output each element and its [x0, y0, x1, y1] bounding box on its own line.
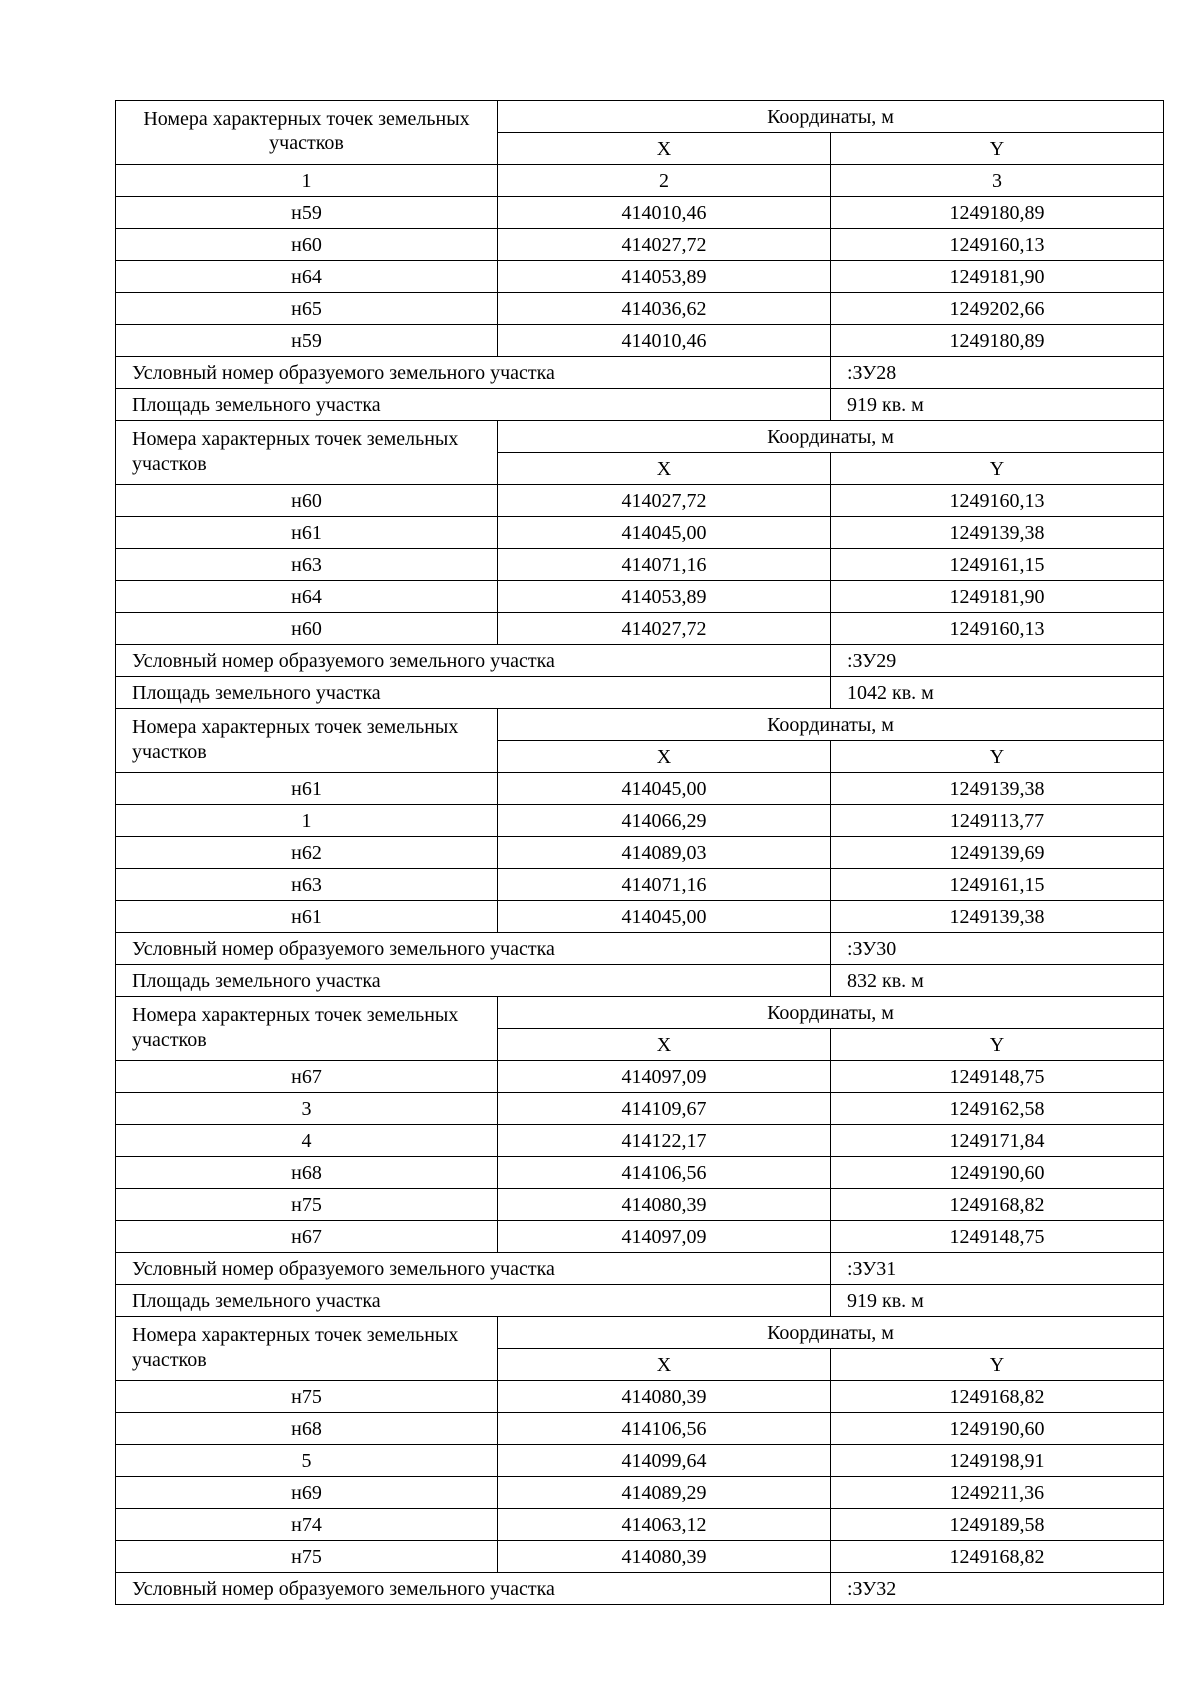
y-coordinate-cell: 1249148,75: [831, 1221, 1164, 1253]
x-coordinate-cell: 414097,09: [498, 1061, 831, 1093]
table-row: [116, 901, 1164, 933]
parcel-number-row: [116, 933, 1164, 965]
parcel-area-label: Площадь земельного участка: [116, 965, 831, 997]
x-coordinate-cell: 414097,09: [498, 1221, 831, 1253]
parcel-number-value: :ЗУ28: [831, 357, 1164, 389]
x-coordinate-cell: 414027,72: [498, 229, 831, 261]
x-coordinate-cell: 414071,16: [498, 549, 831, 581]
table-row: [116, 1509, 1164, 1541]
table-row: [116, 549, 1164, 581]
points-column-header: Номера характерных точек земельных участков: [116, 101, 498, 165]
y-coordinate-cell: 1249160,13: [831, 613, 1164, 645]
coordinates-header: Координаты, м: [498, 709, 1164, 741]
y-column-header: Y: [831, 133, 1164, 165]
point-number-cell: н74: [116, 1509, 498, 1541]
y-coordinate-cell: 1249113,77: [831, 805, 1164, 837]
point-number-cell: н64: [116, 261, 498, 293]
parcel-area-row: [116, 1285, 1164, 1317]
y-coordinate-cell: 1249189,58: [831, 1509, 1164, 1541]
x-coordinate-cell: 414109,67: [498, 1093, 831, 1125]
y-coordinate-cell: 1249160,13: [831, 485, 1164, 517]
table-row: [116, 1221, 1164, 1253]
parcel-area-row: [116, 965, 1164, 997]
coordinates-header: Координаты, м: [498, 101, 1164, 133]
coordinates-header: Координаты, м: [498, 421, 1164, 453]
y-coordinate-cell: 1249161,15: [831, 869, 1164, 901]
table-row: [116, 805, 1164, 837]
y-coordinate-cell: 1249139,38: [831, 773, 1164, 805]
table-row: [116, 1413, 1164, 1445]
x-coordinate-cell: 414045,00: [498, 517, 831, 549]
parcel-area-value: 1042 кв. м: [831, 677, 1164, 709]
x-coordinate-cell: 414106,56: [498, 1157, 831, 1189]
y-coordinate-cell: 1249139,38: [831, 517, 1164, 549]
table-row: [116, 1541, 1164, 1573]
y-coordinate-cell: 1249190,60: [831, 1413, 1164, 1445]
point-number-cell: н61: [116, 773, 498, 805]
table-row: [116, 261, 1164, 293]
table-row: [116, 485, 1164, 517]
point-number-cell: н65: [116, 293, 498, 325]
point-number-cell: н67: [116, 1221, 498, 1253]
table-row: [116, 1477, 1164, 1509]
coordinates-table: [115, 100, 1164, 1605]
y-coordinate-cell: 1249211,36: [831, 1477, 1164, 1509]
table-row: [116, 1157, 1164, 1189]
point-number-cell: н75: [116, 1381, 498, 1413]
point-number-cell: н75: [116, 1541, 498, 1573]
point-number-cell: н62: [116, 837, 498, 869]
parcel-area-value: 919 кв. м: [831, 1285, 1164, 1317]
table-row: [116, 229, 1164, 261]
parcel-number-label: Условный номер образуемого земельного участка: [116, 357, 831, 389]
points-column-header: Номера характерных точек земельных участков: [116, 1317, 498, 1381]
table-row: [116, 869, 1164, 901]
y-coordinate-cell: 1249180,89: [831, 325, 1164, 357]
y-coordinate-cell: 1249190,60: [831, 1157, 1164, 1189]
x-column-header: X: [498, 453, 831, 485]
point-number-cell: н59: [116, 325, 498, 357]
y-coordinate-cell: 1249168,82: [831, 1541, 1164, 1573]
table-header-row: [116, 709, 1164, 741]
y-coordinate-cell: 1249181,90: [831, 261, 1164, 293]
table-row: [116, 197, 1164, 229]
x-coordinate-cell: 414010,46: [498, 325, 831, 357]
column-number-cell: 3: [831, 165, 1164, 197]
x-coordinate-cell: 414099,64: [498, 1445, 831, 1477]
coordinates-header: Координаты, м: [498, 1317, 1164, 1349]
table-row: [116, 1445, 1164, 1477]
y-coordinate-cell: 1249139,69: [831, 837, 1164, 869]
table-row: [116, 293, 1164, 325]
point-number-cell: н67: [116, 1061, 498, 1093]
y-coordinate-cell: 1249202,66: [831, 293, 1164, 325]
parcel-number-row: [116, 357, 1164, 389]
parcel-area-row: [116, 677, 1164, 709]
point-number-cell: н64: [116, 581, 498, 613]
table-row: [116, 613, 1164, 645]
parcel-area-label: Площадь земельного участка: [116, 677, 831, 709]
parcel-area-row: [116, 389, 1164, 421]
y-column-header: Y: [831, 741, 1164, 773]
point-number-cell: н69: [116, 1477, 498, 1509]
point-number-cell: 4: [116, 1125, 498, 1157]
x-coordinate-cell: 414036,62: [498, 293, 831, 325]
parcel-number-label: Условный номер образуемого земельного участка: [116, 933, 831, 965]
x-coordinate-cell: 414066,29: [498, 805, 831, 837]
y-coordinate-cell: 1249162,58: [831, 1093, 1164, 1125]
point-number-cell: н59: [116, 197, 498, 229]
table-row: [116, 837, 1164, 869]
x-coordinate-cell: 414089,03: [498, 837, 831, 869]
x-coordinate-cell: 414122,17: [498, 1125, 831, 1157]
parcel-area-value: 832 кв. м: [831, 965, 1164, 997]
y-coordinate-cell: 1249160,13: [831, 229, 1164, 261]
point-number-cell: н60: [116, 613, 498, 645]
y-coordinate-cell: 1249168,82: [831, 1189, 1164, 1221]
table-row: [116, 773, 1164, 805]
column-number-cell: 1: [116, 165, 498, 197]
x-coordinate-cell: 414027,72: [498, 613, 831, 645]
point-number-cell: н60: [116, 229, 498, 261]
x-coordinate-cell: 414027,72: [498, 485, 831, 517]
points-column-header: Номера характерных точек земельных участков: [116, 709, 498, 773]
parcel-number-value: :ЗУ31: [831, 1253, 1164, 1285]
x-coordinate-cell: 414053,89: [498, 581, 831, 613]
table-row: [116, 581, 1164, 613]
x-coordinate-cell: 414010,46: [498, 197, 831, 229]
parcel-area-label: Площадь земельного участка: [116, 389, 831, 421]
y-coordinate-cell: 1249171,84: [831, 1125, 1164, 1157]
y-column-header: Y: [831, 1029, 1164, 1061]
table-row: [116, 1381, 1164, 1413]
coordinates-header: Координаты, м: [498, 997, 1164, 1029]
point-number-cell: 5: [116, 1445, 498, 1477]
x-coordinate-cell: 414045,00: [498, 773, 831, 805]
points-column-header: Номера характерных точек земельных участков: [116, 421, 498, 485]
x-column-header: X: [498, 133, 831, 165]
parcel-number-label: Условный номер образуемого земельного участка: [116, 1253, 831, 1285]
y-coordinate-cell: 1249168,82: [831, 1381, 1164, 1413]
points-column-header: Номера характерных точек земельных участков: [116, 997, 498, 1061]
table-header-row: [116, 1317, 1164, 1349]
table-row: [116, 1093, 1164, 1125]
x-coordinate-cell: 414080,39: [498, 1189, 831, 1221]
point-number-cell: н63: [116, 549, 498, 581]
parcel-number-label: Условный номер образуемого земельного участка: [116, 1573, 831, 1605]
point-number-cell: 3: [116, 1093, 498, 1125]
y-coordinate-cell: 1249180,89: [831, 197, 1164, 229]
table-row: [116, 1125, 1164, 1157]
table-row: [116, 325, 1164, 357]
column-number-row: [116, 165, 1164, 197]
x-coordinate-cell: 414106,56: [498, 1413, 831, 1445]
table-header-row: [116, 101, 1164, 133]
column-number-cell: 2: [498, 165, 831, 197]
table-header-row: [116, 421, 1164, 453]
x-coordinate-cell: 414080,39: [498, 1381, 831, 1413]
y-coordinate-cell: 1249181,90: [831, 581, 1164, 613]
point-number-cell: н68: [116, 1413, 498, 1445]
table-header-row: [116, 997, 1164, 1029]
parcel-area-value: 919 кв. м: [831, 389, 1164, 421]
y-coordinate-cell: 1249139,38: [831, 901, 1164, 933]
point-number-cell: н60: [116, 485, 498, 517]
x-coordinate-cell: 414071,16: [498, 869, 831, 901]
table-row: [116, 1189, 1164, 1221]
parcel-number-row: [116, 1573, 1164, 1605]
x-coordinate-cell: 414089,29: [498, 1477, 831, 1509]
x-coordinate-cell: 414063,12: [498, 1509, 831, 1541]
x-coordinate-cell: 414045,00: [498, 901, 831, 933]
table-row: [116, 517, 1164, 549]
x-column-header: X: [498, 1029, 831, 1061]
parcel-area-label: Площадь земельного участка: [116, 1285, 831, 1317]
y-coordinate-cell: 1249161,15: [831, 549, 1164, 581]
parcel-number-value: :ЗУ30: [831, 933, 1164, 965]
table-row: [116, 1061, 1164, 1093]
point-number-cell: 1: [116, 805, 498, 837]
point-number-cell: н68: [116, 1157, 498, 1189]
y-coordinate-cell: 1249198,91: [831, 1445, 1164, 1477]
y-column-header: Y: [831, 1349, 1164, 1381]
x-coordinate-cell: 414080,39: [498, 1541, 831, 1573]
point-number-cell: н63: [116, 869, 498, 901]
x-coordinate-cell: 414053,89: [498, 261, 831, 293]
x-column-header: X: [498, 741, 831, 773]
parcel-number-row: [116, 645, 1164, 677]
parcel-number-row: [116, 1253, 1164, 1285]
point-number-cell: н61: [116, 901, 498, 933]
point-number-cell: н61: [116, 517, 498, 549]
y-column-header: Y: [831, 453, 1164, 485]
parcel-number-label: Условный номер образуемого земельного участка: [116, 645, 831, 677]
point-number-cell: н75: [116, 1189, 498, 1221]
x-column-header: X: [498, 1349, 831, 1381]
y-coordinate-cell: 1249148,75: [831, 1061, 1164, 1093]
parcel-number-value: :ЗУ29: [831, 645, 1164, 677]
parcel-number-value: :ЗУ32: [831, 1573, 1164, 1605]
